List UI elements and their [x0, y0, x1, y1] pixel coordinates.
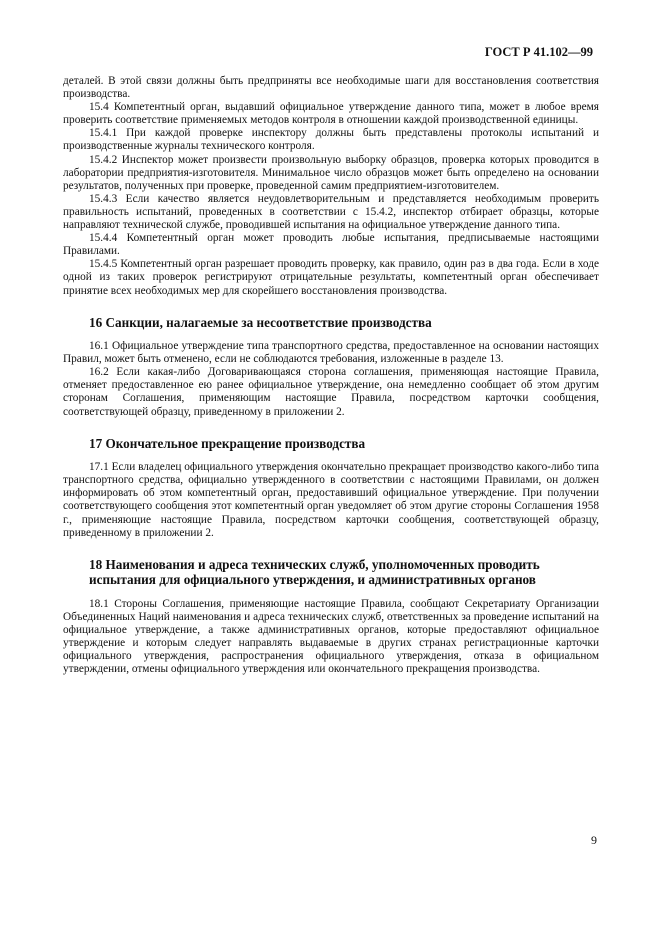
page-number: 9: [591, 833, 597, 847]
paragraph-15-4-5: 15.4.5 Компетентный орган разрешает проводить проверку, как правило, один раз в два года. Если в ходе одной из таких проверок регистрируют отрицательные результаты, компетентный орган обеспечивает принятие всех необходимых мер для скорейшего восстановления производства.: [63, 258, 599, 297]
paragraph-17-1: 17.1 Если владелец официального утверждения окончательно прекращает производство какого-либо типа транспортного средства, официально утвержденного в соответствии с настоящими Правилами, он должен информировать об этом компетентный орган, предоставивший официальное утверждение. При получении соответствующего сообщения этот компетентный орган уведомляет об этом другие стороны Соглашения 1958 г., применяющие настоящие Правила, посредством карточки сообщения, соответствующей образцу, приведенному в приложении 2.: [63, 461, 599, 539]
paragraph-15-4-2: 15.4.2 Инспектор может произвести произвольную выборку образцов, проверка которых проводится в лаборатории предприятия-изготовителя. Минимальное число образцов может быть определено на основании результатов, полученных при проверке, проведенной самим предприятием-изготовителем.: [63, 153, 599, 192]
paragraph-16-1: 16.1 Официальное утверждение типа транспортного средства, предоставленное на основании настоящих Правил, может быть отменено, если не соблюдаются требования, изложенные в разделе 13.: [63, 340, 599, 366]
document-body: [63, 75, 599, 676]
paragraph-continuation: деталей. В этой связи должны быть предприняты все необходимые шаги для восстановления соответствия производства.: [63, 75, 599, 101]
paragraph-15-4: 15.4 Компетентный орган, выдавший официальное утверждение данного типа, может в любое время проверить соответствие применяемых методов контроля в отношении каждой производственной единицы.: [63, 101, 599, 127]
paragraph-18-1: 18.1 Стороны Соглашения, применяющие настоящие Правила, сообщают Секретариату Организации Объединенных Наций наименования и адреса технических служб, ответственных за проведение испытаний на официальное утверждение, а также административных органов, которые предоставляют официальное утверждение и которым следует направлять выдаваемые в других странах регистрационные карточки официального утверждения, распространения официального утверждения, отказа в официальном утверждении, отмены официального утверждения или окончательного прекращения производства.: [63, 597, 599, 676]
paragraph-15-4-4: 15.4.4 Компетентный орган может проводить любые испытания, предписываемые настоящими Правилами.: [63, 232, 599, 258]
paragraph-16-2: 16.2 Если какая-либо Договаривающаяся сторона соглашения, применяющая настоящие Правила, отменяет предоставленное ею ранее официальное утверждение, она немедленно сообщает об этом другим сторонам Соглашения, применяющим настоящие Правила, посредством карточки сообщения, соответствующей образцу, приведенному в приложении 2.: [63, 366, 599, 418]
section-16-heading: 16 Санкции, налагаемые за несоответствие производства: [89, 314, 432, 330]
paragraph-15-4-3: 15.4.3 Если качество является неудовлетворительным и представляется необходимым проверить правильность испытаний, проведенных в соответствии с 15.4.2, инспектор отбирает образцы, которые направляют технической службе, проводившей испытания на официальное утверждение данного типа.: [63, 192, 599, 232]
paragraph-15-4-1: 15.4.1 При каждой проверке инспектору должны быть представлены протоколы испытаний и производственные журналы технического контроля.: [63, 127, 599, 153]
section-17-heading: 17 Окончательное прекращение производства: [89, 435, 366, 451]
section-18-heading: 18 Наименования и адреса технических служб, уполномоченных проводить испытания для официального утверждения, и административных органов: [89, 556, 540, 588]
document-code-header: ГОСТ Р 41.102—99: [484, 45, 593, 59]
